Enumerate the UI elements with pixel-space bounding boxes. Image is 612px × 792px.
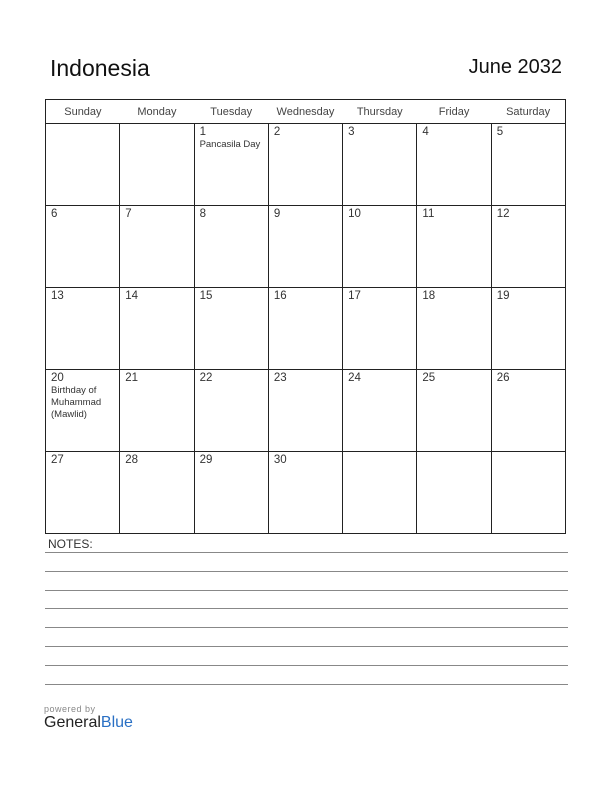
day-cell <box>343 370 417 452</box>
day-number: 4 <box>422 126 429 138</box>
day-cell <box>120 288 194 370</box>
day-cell <box>343 206 417 288</box>
note-line <box>45 590 568 591</box>
day-number: 5 <box>496 126 504 138</box>
day-number: 22 <box>199 372 213 384</box>
country-title: Indonesia <box>50 55 150 81</box>
day-cell <box>120 452 194 534</box>
day-number: 7 <box>125 208 132 220</box>
day-number: 14 <box>125 290 139 302</box>
day-cell <box>268 288 342 370</box>
weekday-header: Monday <box>120 100 194 124</box>
weekday-header: Thursday <box>343 100 417 124</box>
holiday-label: Birthday of Muhammad (Mawlid) <box>51 385 102 420</box>
day-number: 10 <box>348 208 361 220</box>
day-cell <box>194 452 268 534</box>
day-number: 17 <box>348 290 361 302</box>
day-cell <box>268 370 342 452</box>
day-number: 19 <box>496 290 510 302</box>
notes-label: NOTES: <box>48 537 93 551</box>
day-cell <box>343 124 417 206</box>
note-line <box>45 571 568 572</box>
day-number: 6 <box>51 208 58 220</box>
day-cell <box>417 288 491 370</box>
day-cell <box>268 452 342 534</box>
day-number: 28 <box>125 454 139 466</box>
day-number: 16 <box>273 290 287 302</box>
day-number: 23 <box>273 372 287 384</box>
week-row <box>46 124 566 206</box>
day-number: 20 <box>51 372 64 384</box>
day-cell <box>491 288 565 370</box>
day-cell <box>120 124 194 206</box>
day-cell <box>194 370 268 452</box>
day-number: 11 <box>422 208 435 220</box>
month-year-title: June 2032 <box>468 56 562 78</box>
day-cell <box>491 124 565 206</box>
day-cell <box>46 288 120 370</box>
day-cell <box>194 206 268 288</box>
day-cell <box>268 124 342 206</box>
brand-blue: Blue <box>100 714 133 731</box>
note-line <box>45 684 568 685</box>
day-number: 8 <box>199 208 206 220</box>
day-number: 3 <box>348 126 355 138</box>
day-cell <box>194 124 268 206</box>
weekday-header: Friday <box>417 100 491 124</box>
day-number: 1 <box>199 126 206 138</box>
day-cell <box>268 206 342 288</box>
week-row <box>46 452 566 534</box>
day-cell <box>417 124 491 206</box>
brand-logo <box>44 704 133 732</box>
day-number: 29 <box>199 454 213 466</box>
powered-by-text: powered by <box>44 704 96 714</box>
weekday-header: Saturday <box>491 100 565 124</box>
day-number: 2 <box>273 126 281 138</box>
day-number: 12 <box>496 208 510 220</box>
day-number: 25 <box>422 372 436 384</box>
day-number: 15 <box>199 290 213 302</box>
day-cell <box>491 370 565 452</box>
day-cell <box>46 370 120 452</box>
day-cell <box>120 370 194 452</box>
day-number: 26 <box>496 372 510 384</box>
week-row <box>46 206 566 288</box>
weekday-header: Wednesday <box>268 100 342 124</box>
weekday-header: Tuesday <box>194 100 268 124</box>
day-cell <box>343 288 417 370</box>
note-line <box>45 646 568 647</box>
day-cell <box>491 452 565 534</box>
day-cell <box>46 124 120 206</box>
day-cell <box>120 206 194 288</box>
day-number: 30 <box>273 454 287 466</box>
day-cell <box>46 206 120 288</box>
weekday-header: Sunday <box>46 100 120 124</box>
brand-general: General <box>44 714 101 731</box>
note-line <box>45 627 568 628</box>
day-cell <box>491 206 565 288</box>
day-number: 21 <box>125 372 139 384</box>
day-cell <box>417 452 491 534</box>
day-number: 13 <box>51 290 64 302</box>
calendar-grid <box>45 99 566 534</box>
day-number: 9 <box>273 208 281 220</box>
note-line <box>45 552 568 553</box>
note-line <box>45 608 568 609</box>
weekday-header-row <box>46 100 566 124</box>
week-row <box>46 288 566 370</box>
day-cell <box>417 206 491 288</box>
day-number: 24 <box>348 372 361 384</box>
day-cell <box>343 452 417 534</box>
day-cell <box>417 370 491 452</box>
note-line <box>45 665 568 666</box>
day-cell <box>194 288 268 370</box>
holiday-label: Pancasila Day <box>199 139 261 150</box>
day-number: 27 <box>51 454 64 466</box>
day-number: 18 <box>422 290 436 302</box>
brand-name <box>44 714 133 732</box>
day-cell <box>46 452 120 534</box>
week-row <box>46 370 566 452</box>
